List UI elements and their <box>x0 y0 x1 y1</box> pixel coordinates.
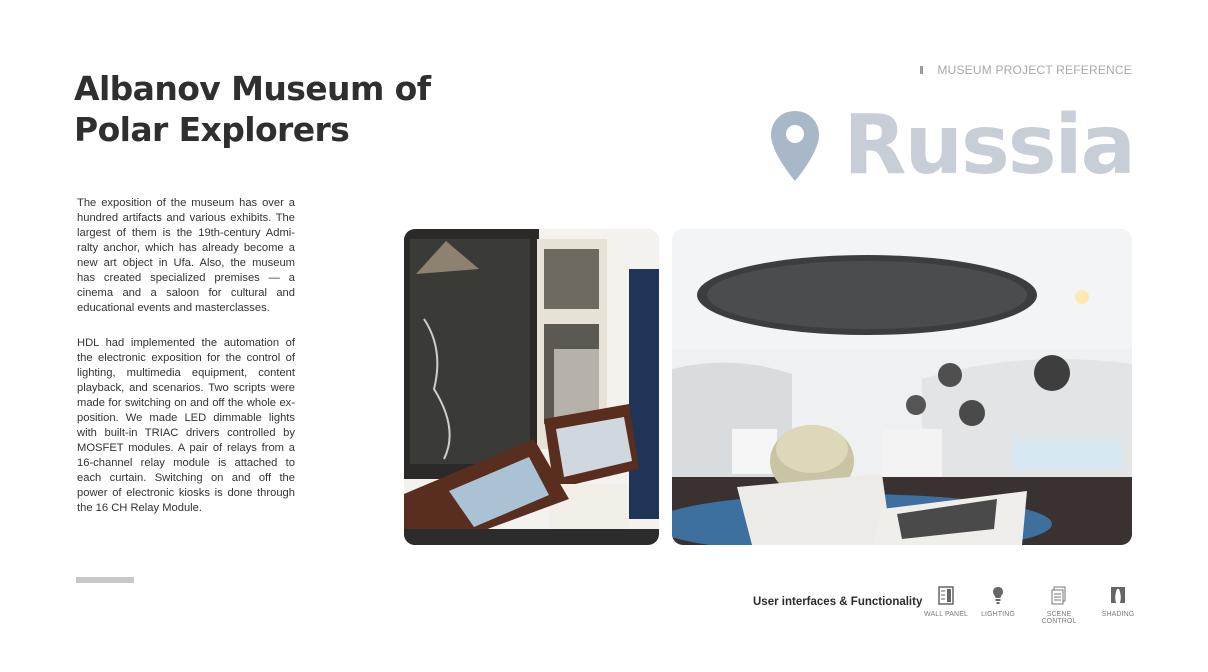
ui-section-heading: User interfaces & Functionality <box>753 596 923 608</box>
lightbulb-icon <box>992 586 1004 605</box>
reference-marker <box>920 66 923 74</box>
description <box>77 196 295 536</box>
exhibit-photo-globe-room <box>672 229 1132 545</box>
country-name: Russia <box>843 98 1134 193</box>
ui-item-label: LIGHTING <box>981 611 1015 618</box>
reference-label <box>920 63 1132 77</box>
country-heading <box>769 98 1134 194</box>
ui-item-scene-control <box>1030 586 1088 625</box>
shading-icon <box>1110 586 1126 605</box>
description-paragraph-1: The exposition of the museum has over a hundred artifacts and various exhibits. The largest of them is the 19th-century Admiralty anchor, which has already become a new art object in Ufa. Also, the museum has created specialized premises — a cinema and a saloon for cultural and educational events and masterclasses. <box>77 197 295 314</box>
ui-item-lighting <box>980 586 1016 618</box>
location-pin-icon <box>769 109 821 183</box>
ui-item-label: SCENE CONTROL <box>1041 611 1077 625</box>
ui-item-label: SHADING <box>1101 611 1135 618</box>
ui-item-label: WALL PANEL <box>924 611 968 618</box>
page-title: Albanov Museum of Polar Explorers <box>74 69 431 149</box>
ui-item-shading <box>1100 586 1136 618</box>
wall-panel-icon <box>938 586 954 605</box>
description-paragraph-2: HDL had implemented the automation of the electronic exposition for the control of lighting, multimedia equipment, content playback, and scenarios. Two scripts were made for switching on and off the whole exposition. We made LED dimmable lights with built-in TRIAC drivers controlled by MOSFET modules. A pair of relays from a 16-channel relay module is attached to each curtain. Switching on and off the power of electronic kiosks is done through the 16 CH Relay Module. <box>77 337 295 514</box>
accent-bar <box>76 577 134 583</box>
reference-label-text: MUSEUM PROJECT REFERENCE <box>937 63 1132 77</box>
ui-item-wall-panel <box>922 586 970 618</box>
scene-control-icon <box>1051 586 1067 605</box>
exhibit-photo-kiosks <box>404 229 659 545</box>
